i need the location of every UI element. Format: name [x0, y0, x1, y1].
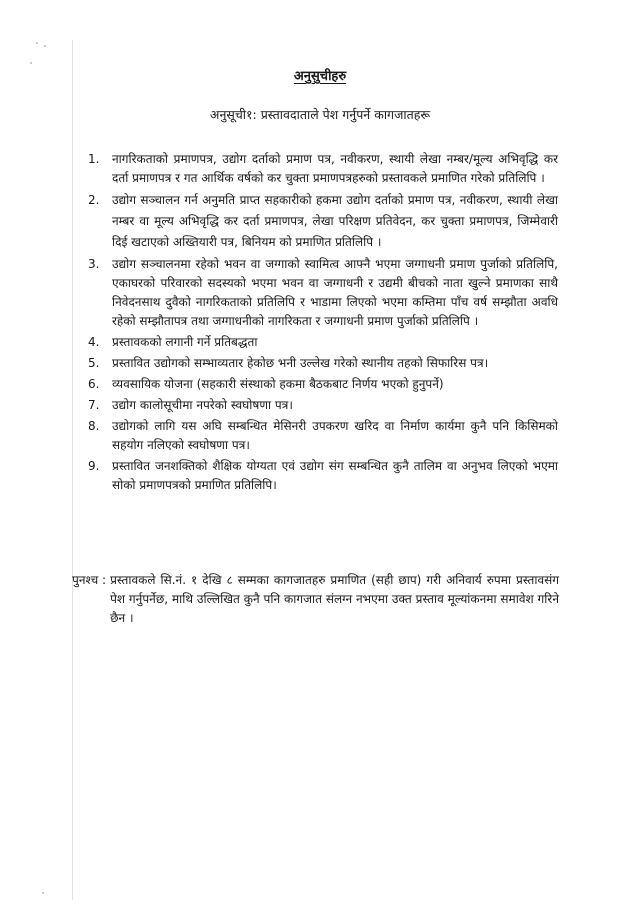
postscript-text: प्रस्तावकले सि.नं. १ देखि ८ सम्मका कागजातहरु प्रमाणित (सही छाप) गरी अनिवार्य रुपमा प्रस्तावसंग पेश गर्नुपर्नेछ, माथि उल्लिखित कुनै पनि कागजात संलग्न नभएमा उक्त प्रस्ताव मूल्यांकनमा समावेश गरिने छैन ।: [110, 573, 559, 625]
item-text: व्यवसायिक योजना (सहकारी संस्थाको हकमा बैठकबाट निर्णय भएको हुनुपर्ने): [112, 377, 444, 391]
list-item: [88, 457, 558, 495]
item-text: उद्योग सञ्चालनमा रहेको भवन वा जग्गाको स्वामित्व आफ्नै भएमा जग्गाधनी प्रमाण पुर्जाको प्रतिलिपि, एकाघरको परिवारको सदस्यको भएमा भवन वा जग्गाधनी र उद्यमी बीचको नाता खुल्ने प्रमाणका साथै निवेदनसाथ दुवैको नागरिकताको प्रतिलिपि र भाडामा लिएको भएमा कम्तिमा पाँच वर्ष सम्झौता अवधि रहेको सम्झौतापत्र तथा जग्गाधनीको नागरिकता र जग्गाधनी प्रमाण पुर्जाको प्रतिलिपि ।: [112, 257, 558, 328]
item-number: 3.: [88, 257, 100, 271]
list-item: [88, 417, 558, 455]
postscript-label: पुनश्च :: [72, 573, 107, 587]
list-item: [88, 354, 558, 373]
item-text: उद्योगको लागि यस अघि सम्बन्धित मेसिनरी उपकरण खरिद वा निर्माण कार्यमा कुनै पनि किसिमको सहयोग नलिएको स्वघोषणा पत्र।: [112, 419, 558, 452]
item-text: प्रस्तावकको लगानी गर्ने प्रतिबद्धता: [112, 335, 258, 349]
item-number: 8.: [88, 419, 100, 433]
list-item: [88, 396, 558, 415]
item-number: 5.: [88, 356, 100, 370]
item-number: 4.: [88, 335, 100, 349]
scan-speck: [36, 42, 38, 44]
item-text: नागरिकताको प्रमाणपत्र, उद्योग दर्ताको प्रमाण पत्र, नवीकरण, स्थायी लेखा नम्बर/मूल्य अभिवृद्धि कर दर्ता प्रमाणपत्र र गत आर्थिक वर्षको कर चुक्ता प्रमाणपत्रहरुको प्रस्तावकले प्रमाणित गरेको प्रतिलिपि ।: [112, 152, 558, 185]
margin-line: [72, 40, 73, 900]
list-item: [88, 255, 558, 331]
item-number: 6.: [88, 377, 100, 391]
scan-speck: [30, 62, 32, 64]
required-documents-list: [88, 150, 558, 497]
item-number: 2.: [88, 193, 100, 207]
item-number: 7.: [88, 398, 100, 412]
item-text: उद्योग कालोसूचीमा नपरेको स्वघोषणा पत्र।: [112, 398, 293, 412]
list-item: [88, 190, 558, 253]
list-item: [88, 150, 558, 188]
page-title: अनुसुचीहरु: [293, 69, 347, 84]
postscript-note: [72, 571, 559, 628]
scan-speck: [42, 892, 44, 894]
schedule-subtitle: अनुसूची१: प्रस्तावदाताले पेश गर्नुपर्ने कागजातहरू: [209, 107, 431, 122]
list-item: [88, 333, 558, 352]
scan-speck: [44, 45, 46, 47]
list-item: [88, 375, 558, 394]
item-text: उद्योग सञ्चालन गर्न अनुमति प्राप्त सहकारीको हकमा उद्योग दर्ताको प्रमाण पत्र, नवीकरण, स्थायी लेखा नम्बर वा मूल्य अभिवृद्धि कर दर्ता प्रमाणपत्र, लेखा परिक्षण प्रतिवेदन, कर चुक्ता प्रमाणपत्र, जिम्मेवारी दिई खटाएको अख्तियारी पत्र, बिनियम को प्रमाणित प्रतिलिपि ।: [112, 193, 558, 249]
item-number: 9.: [88, 459, 100, 473]
item-number: 1.: [88, 152, 100, 166]
item-text: प्रस्तावित जनशक्तिको शैक्षिक योग्यता एवं उद्योग संग सम्बन्धित कुनै तालिम वा अनुभव लिएको भएमा सोको प्रमाणपत्रको प्रमाणित प्रतिलिपि।: [112, 459, 558, 492]
item-text: प्रस्तावित उद्योगको सम्भाव्यतार हेकोछ भनी उल्लेख गरेको स्थानीय तहको सिफारिस पत्र।: [112, 356, 489, 370]
